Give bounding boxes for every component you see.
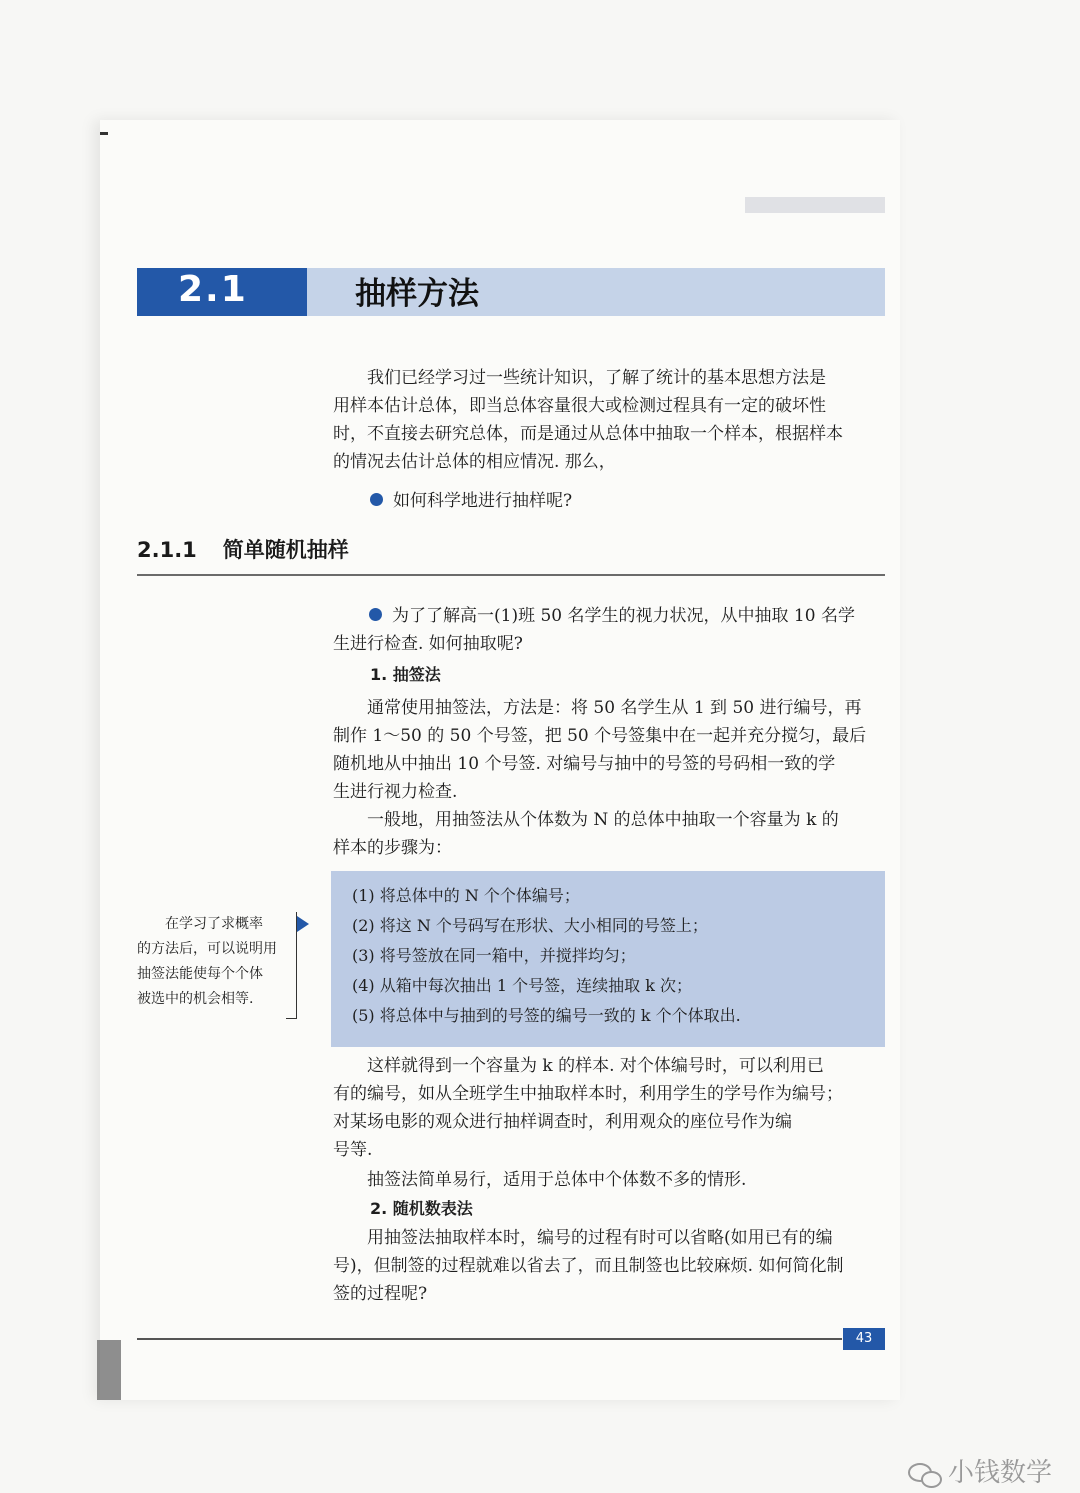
subsection-title: 简单随机抽样 (222, 538, 349, 562)
result-line: 号等. (333, 1140, 373, 1160)
chat-bubbles-icon (908, 1461, 942, 1487)
method1-paragraph (333, 694, 885, 806)
bullet-dot-icon (370, 493, 383, 506)
bullet-dot-icon (369, 608, 382, 621)
general-line: 一般地，用抽签法从个体数为 N 的总体中抽取一个容量为 k 的 (367, 810, 839, 830)
step-item: (4) 从箱中每次抽出 1 个号签，连续抽取 k 次； (352, 976, 692, 995)
step-item: (5) 将总体中与抽到的号签的编号一致的 k 个个体取出. (352, 1006, 741, 1025)
method1-line: 随机地从中抽出 10 个号签. 对编号与抽中的号签的号码相一致的学 (333, 754, 836, 774)
intro-question (370, 488, 572, 514)
intro-line: 我们已经学习过一些统计知识，了解了统计的基本思想方法是 (367, 368, 826, 388)
intro-paragraph (333, 364, 885, 476)
steps-list (352, 881, 741, 1031)
watermark (908, 1452, 1052, 1489)
problem-line-text: 为了了解高一(1)班 50 名学生的视力状况，从中抽取 10 名学 (392, 606, 855, 626)
margin-note-line: 在学习了求概率 (165, 916, 263, 932)
step-item: (1) 将总体中的 N 个个体编号； (352, 886, 580, 905)
section-title: 抽样方法 (355, 276, 479, 312)
method1-line: 通常使用抽签法，方法是：将 50 名学生从 1 到 50 进行编号，再 (367, 698, 862, 718)
subsection-heading (137, 533, 349, 567)
margin-note (137, 912, 282, 1012)
margin-note-line: 的方法后，可以说明用 (137, 941, 277, 957)
general-steps-intro (333, 806, 885, 862)
result-line: 有的编号，如从全班学生中抽取样本时，利用学生的学号作为编号； (333, 1084, 843, 1104)
page-number: 43 (855, 1331, 873, 1346)
method2-line: 签的过程呢? (333, 1284, 428, 1304)
bleed-through-smudge (745, 197, 885, 213)
subsection-rule (137, 574, 885, 576)
section-number: 2.1 (178, 269, 248, 310)
binding-shadow (97, 1340, 121, 1400)
margin-note-line: 抽签法能使每个个体 (137, 966, 263, 982)
general-line: 样本的步骤为： (333, 838, 452, 858)
intro-line: 时，不直接去研究总体，而是通过从总体中抽取一个样本，根据样本 (333, 424, 843, 444)
margin-note-arrow-icon (297, 916, 309, 932)
problem-paragraph (333, 602, 885, 658)
watermark-text: 小钱数学 (947, 1458, 1052, 1488)
problem-line (333, 602, 885, 630)
margin-note-bracket (286, 912, 297, 1019)
method2-line: 号)，但制签的过程就难以省去了，而且制签也比较麻烦. 如何简化制 (333, 1256, 844, 1276)
result-line: 这样就得到一个容量为 k 的样本. 对个体编号时，可以利用已 (367, 1056, 824, 1076)
method2-heading: 2. 随机数表法 (370, 1199, 473, 1218)
step-item: (3) 将号签放在同一箱中，并搅拌均匀； (352, 946, 636, 965)
footer-rule (137, 1338, 842, 1340)
margin-note-line: 被选中的机会相等. (137, 991, 254, 1007)
intro-line: 用样本估计总体，即当总体容量很大或检测过程具有一定的破坏性 (333, 396, 826, 416)
question-text: 如何科学地进行抽样呢? (393, 491, 573, 511)
method1-line: 生进行视力检查. (333, 782, 458, 802)
intro-line: 的情况去估计总体的相应情况. 那么， (333, 452, 616, 472)
method1-line: 制作 1～50 的 50 个号签，把 50 个号签集中在一起并充分搅匀，最后 (333, 726, 867, 746)
result-paragraph (333, 1052, 885, 1164)
summary-line: 抽签法简单易行，适用于总体中个体数不多的情形. (367, 1170, 747, 1190)
subsection-number: 2.1.1 (137, 538, 197, 562)
summary-paragraph (333, 1166, 885, 1194)
method1-heading: 1. 抽签法 (370, 665, 441, 684)
result-line: 对某场电影的观众进行抽样调查时，利用观众的座位号作为编 (333, 1112, 792, 1132)
step-item: (2) 将这 N 个号码写在形状、大小相同的号签上； (352, 916, 708, 935)
method2-paragraph (333, 1224, 885, 1308)
corner-mark (100, 132, 108, 135)
problem-line: 生进行检查. 如何抽取呢? (333, 634, 523, 654)
method2-line: 用抽签法抽取样本时，编号的过程有时可以省略(如用已有的编 (367, 1228, 833, 1248)
